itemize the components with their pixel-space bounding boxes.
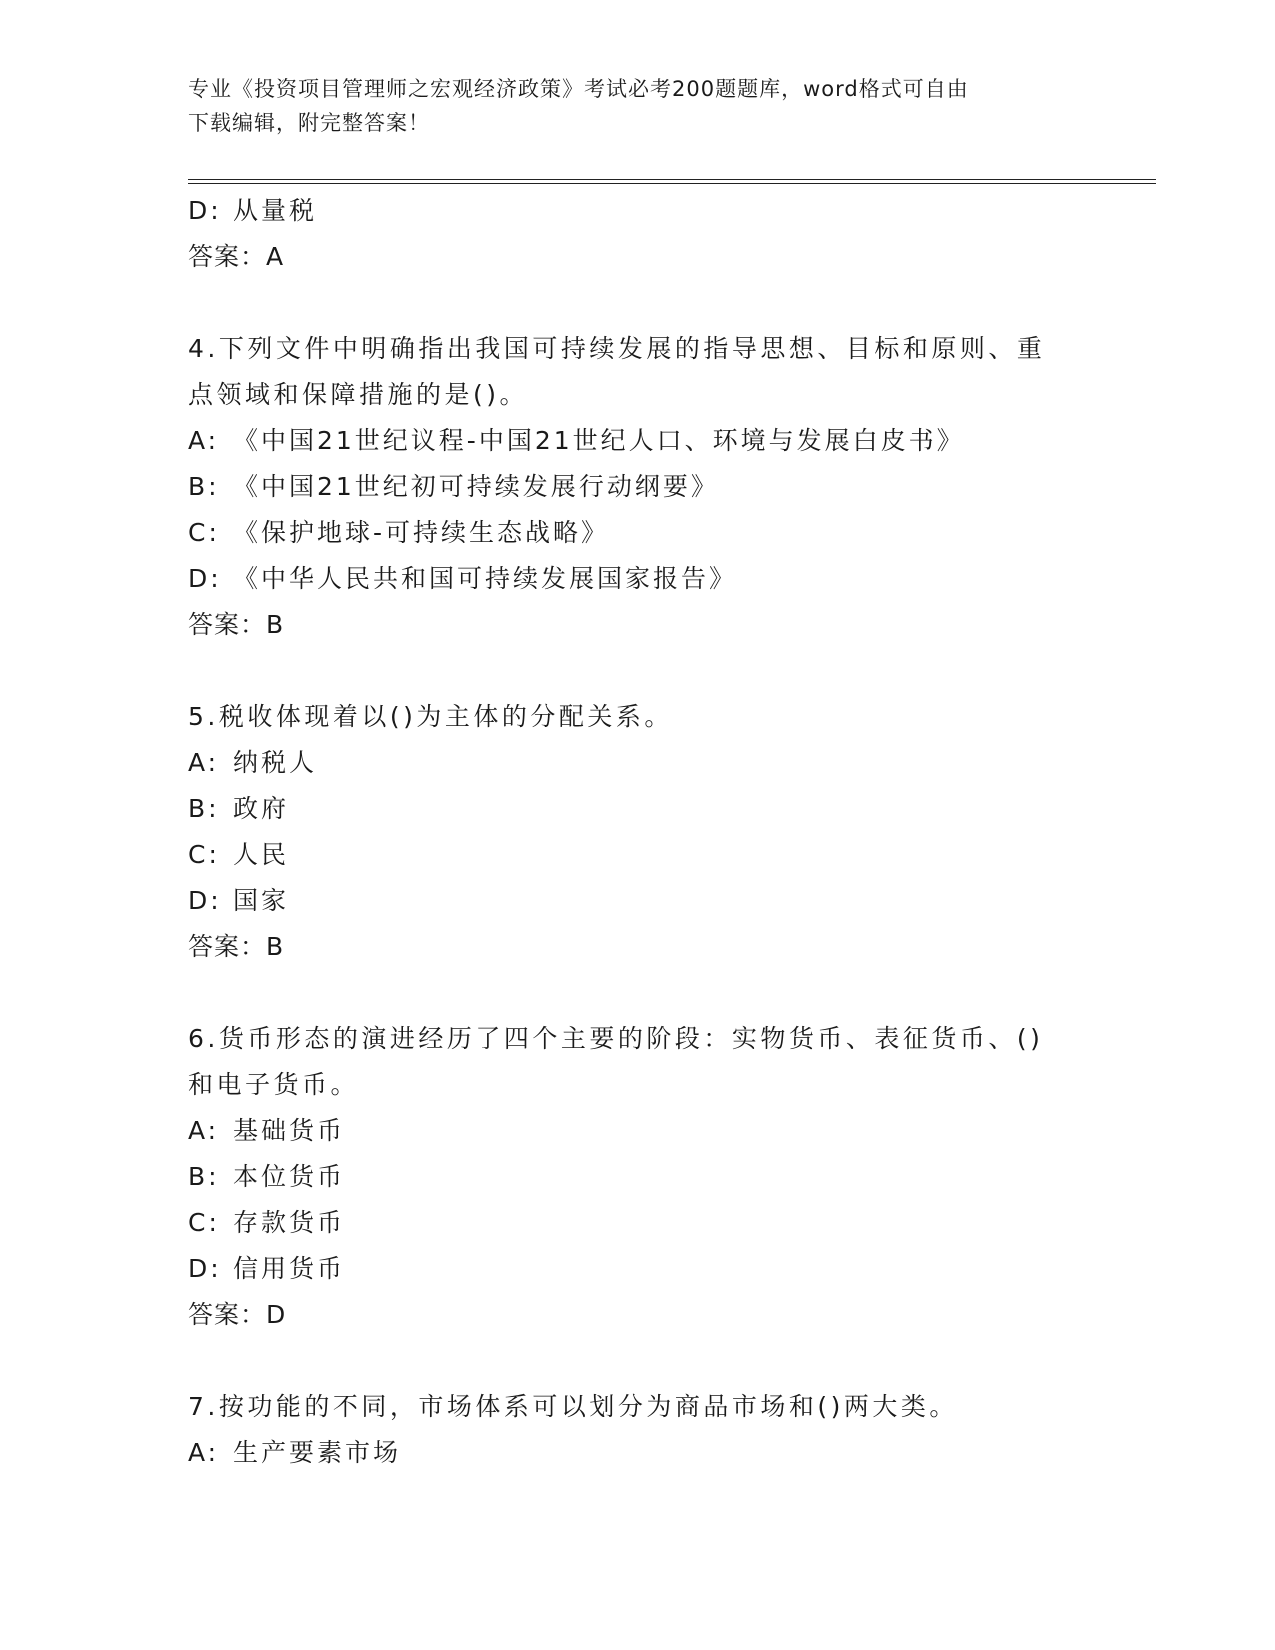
- option-text: 纳税人: [233, 748, 318, 777]
- option-label: D:: [188, 1254, 222, 1283]
- question-gap: [188, 648, 1088, 694]
- option-label: C:: [188, 518, 220, 547]
- option-text: 国家: [233, 886, 290, 915]
- option-d: [188, 1246, 1088, 1292]
- option-b: [188, 1154, 1088, 1200]
- answer-line: 答案：A: [188, 242, 285, 271]
- answer-line: 答案：B: [188, 610, 285, 639]
- option-text: 《保护地球-可持续生态战略》: [233, 518, 610, 547]
- option-label: C:: [188, 840, 220, 869]
- question-stem-line: 5.税收体现着以()为主体的分配关系。: [188, 702, 673, 731]
- option-label: D:: [188, 564, 222, 593]
- question-stem-line: 和电子货币。: [188, 1070, 360, 1099]
- question-stem: [188, 1016, 1088, 1108]
- question-4: [188, 326, 1088, 648]
- question-stem: [188, 326, 1088, 418]
- option-b: [188, 786, 1088, 832]
- option-text: 从量税: [233, 196, 318, 225]
- question-gap: [188, 970, 1088, 1016]
- question-stem-line: 7.按功能的不同，市场体系可以划分为商品市场和()两大类。: [188, 1392, 958, 1421]
- option-label: A:: [188, 426, 220, 455]
- question-7: [188, 1384, 1088, 1476]
- option-b: [188, 464, 1088, 510]
- option-a: [188, 1108, 1088, 1154]
- option-c: [188, 832, 1088, 878]
- header-divider-top: [188, 179, 1156, 180]
- option-d: [188, 556, 1088, 602]
- answer-line: 答案：B: [188, 932, 285, 961]
- option-text: 《中国21世纪初可持续发展行动纲要》: [233, 472, 719, 501]
- option-label: A:: [188, 1438, 220, 1467]
- option-label: B:: [188, 1162, 220, 1191]
- answer-line: 答案：D: [188, 1300, 287, 1329]
- option-text: 《中国21世纪议程-中国21世纪人口、环境与发展白皮书》: [233, 426, 965, 455]
- option-d: [188, 878, 1088, 924]
- option-d: [188, 188, 1088, 234]
- option-text: 生产要素市场: [233, 1438, 402, 1467]
- option-text: 本位货币: [233, 1162, 346, 1191]
- header-line-2: 下载编辑，附完整答案！: [188, 111, 430, 135]
- option-c: [188, 510, 1088, 556]
- option-label: D:: [188, 886, 222, 915]
- option-label: A:: [188, 748, 220, 777]
- question-gap: [188, 280, 1088, 326]
- option-text: 《中华人民共和国可持续发展国家报告》: [233, 564, 738, 593]
- option-text: 存款货币: [233, 1208, 346, 1237]
- option-text: 人民: [233, 840, 290, 869]
- option-c: [188, 1200, 1088, 1246]
- option-label: A:: [188, 1116, 220, 1145]
- question-stem-line: 6.货币形态的演进经历了四个主要的阶段：实物货币、表征货币、(): [188, 1024, 1044, 1053]
- option-label: C:: [188, 1208, 220, 1237]
- option-label: B:: [188, 794, 220, 823]
- document-header: [188, 72, 1068, 140]
- question-6: [188, 1016, 1088, 1338]
- question-stem-line: 4.下列文件中明确指出我国可持续发展的指导思想、目标和原则、重: [188, 334, 1046, 363]
- option-text: 基础货币: [233, 1116, 346, 1145]
- option-a: [188, 418, 1088, 464]
- question-stem: [188, 1384, 1088, 1430]
- header-divider-bottom: [188, 183, 1156, 184]
- question-5: [188, 694, 1088, 970]
- option-text: 政府: [233, 794, 290, 823]
- option-a: [188, 740, 1088, 786]
- question-stem: [188, 694, 1088, 740]
- option-text: 信用货币: [233, 1254, 346, 1283]
- option-label: B:: [188, 472, 220, 501]
- question-list: [188, 188, 1088, 1476]
- option-label: D:: [188, 196, 222, 225]
- question-stem-line: 点领域和保障措施的是()。: [188, 380, 529, 409]
- question-gap: [188, 1338, 1088, 1384]
- option-a: [188, 1430, 1088, 1476]
- header-line-1: 专业《投资项目管理师之宏观经济政策》考试必考200题题库，word格式可自由: [188, 77, 969, 101]
